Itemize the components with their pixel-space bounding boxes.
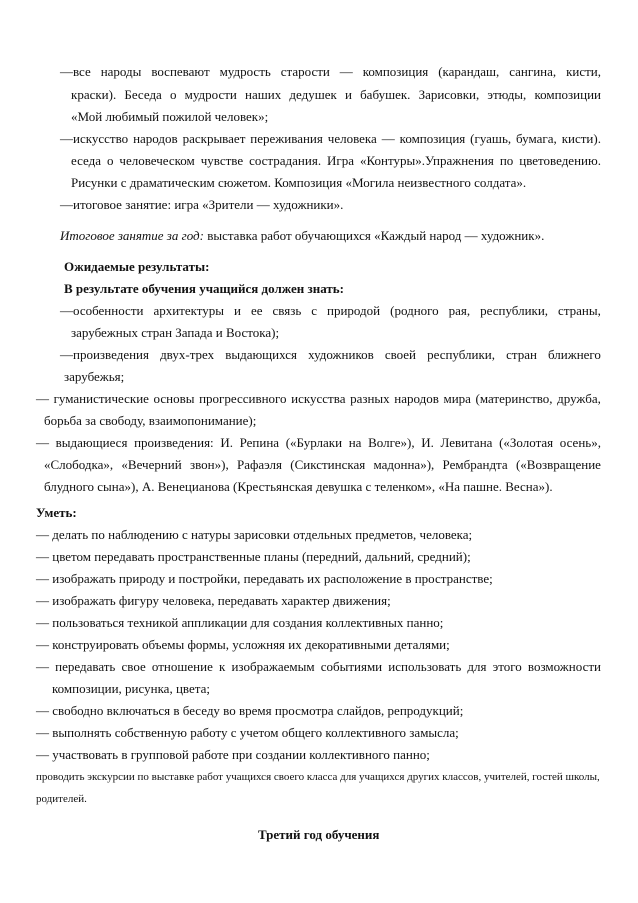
text-line: блудного сына»), А. Венецианова (Крестьянская девушка с теленком», «На пашне. Весна»). — [44, 479, 553, 494]
list-item: — делать по наблюдению с натуры зарисовки отдельных предметов, человека; — [36, 527, 473, 542]
word: и — [234, 303, 241, 318]
word: Репина — [239, 435, 280, 450]
word: народы — [100, 64, 142, 79]
word: событиями — [320, 659, 383, 674]
word: прогрессивного — [199, 391, 287, 406]
word: народов — [394, 391, 439, 406]
list-item: — пользоваться техникой аппликации для создания коллективных панно; — [36, 615, 444, 630]
word: бабушек. — [360, 87, 411, 102]
text-line: Рисунки с драматическим сюжетом. Композиция «Могила неизвестного солдата». — [71, 175, 527, 190]
word: стран — [506, 347, 537, 362]
list-item — [36, 659, 601, 675]
text-line: «Мой любимый пожилой человек»; — [71, 109, 269, 124]
summary-label: Итоговое занятие за год: — [60, 228, 204, 243]
text-line: зарубежья; — [64, 369, 125, 384]
word: сангина, — [509, 64, 557, 79]
word: «Вечерний — [121, 457, 182, 472]
word: природой — [327, 303, 381, 318]
text-line — [36, 435, 601, 451]
word: наших — [245, 87, 282, 102]
word: воспевают — [151, 64, 210, 79]
word: и — [344, 87, 352, 102]
word: этого — [492, 659, 522, 674]
text-line: борьба за свободу, взаимопонимание); — [44, 413, 257, 428]
word: ее — [250, 303, 263, 318]
word: — — [36, 659, 49, 674]
word: разных — [350, 391, 390, 406]
word: о — [169, 87, 177, 102]
word: дедушек — [289, 87, 337, 102]
section-title: Третий год обучения — [258, 827, 380, 842]
word: еседа — [71, 153, 102, 168]
word: Волге»), — [368, 435, 415, 450]
word: свое — [121, 659, 146, 674]
word: (материнство, — [475, 391, 553, 406]
word: кисти). — [561, 131, 601, 146]
word: Беседа — [124, 87, 162, 102]
text-line: композиции, рисунка, цвета; — [52, 681, 210, 696]
word: — — [36, 391, 49, 406]
word: рая, — [448, 303, 471, 318]
word: И. — [421, 435, 434, 450]
word: для — [467, 659, 487, 674]
list-item: — выполнять собственную работу с учетом общего коллективного замысла; — [36, 725, 459, 740]
text-line — [44, 457, 601, 473]
summary-text: выставка работ обучающихся «Каждый народ — художник». — [203, 228, 545, 243]
word: республики, — [480, 303, 549, 318]
list-item: — изображать природу и постройки, передавать их расположение в пространстве; — [36, 571, 493, 586]
word: отношение — [151, 659, 213, 674]
word: цветоведению. — [519, 153, 601, 168]
word: республики, — [427, 347, 496, 362]
list-item: — конструировать объемы формы, усложняя их декоративными деталями; — [36, 637, 450, 652]
word: Рафаэля — [236, 457, 282, 472]
word: (Сикстинская — [290, 457, 366, 472]
word: Рембрандта — [442, 457, 508, 472]
word: человека — [327, 131, 377, 146]
text-line — [60, 347, 601, 363]
word: передавать — [55, 659, 116, 674]
word: своей — [384, 347, 417, 362]
word: композиция — [362, 64, 429, 79]
word: Зарисовки, — [418, 87, 480, 102]
word: раскрывает — [182, 131, 246, 146]
word: «Контуры».Упражнения — [359, 153, 494, 168]
word: («Бурлаки — [285, 435, 343, 450]
word: «Слободка», — [44, 457, 114, 472]
section-heading: Ожидаемые результаты: — [64, 259, 210, 274]
text-line — [60, 131, 601, 147]
word: этюды, — [487, 87, 527, 102]
text-line — [36, 391, 601, 407]
word: основы — [153, 391, 195, 406]
word: народов — [133, 131, 178, 146]
word: кисти, — [566, 64, 601, 79]
word: мудрости — [184, 87, 237, 102]
word: искусства — [291, 391, 346, 406]
word: мудрость — [219, 64, 271, 79]
word: гуманистические — [53, 391, 149, 406]
word: произведения: — [134, 435, 214, 450]
text-line: —итоговое занятие: игра «Зрители — художники». — [60, 197, 344, 212]
word: композиция — [399, 131, 466, 146]
text-line: проводить экскурсии по выставке работ учащихся своего класса для учащихся других классов, учителей, гостей школы, — [36, 771, 600, 783]
word: — — [381, 131, 395, 146]
word: —все — [60, 64, 91, 79]
word: Левитана — [440, 435, 493, 450]
word: — — [36, 435, 49, 450]
word: (карандаш, — [438, 64, 500, 79]
word: — — [339, 64, 353, 79]
text-line: зарубежных стран Запада и Востока); — [71, 325, 280, 340]
word: переживания — [250, 131, 323, 146]
text-line — [71, 87, 601, 103]
word: страны, — [558, 303, 601, 318]
word: художников — [308, 347, 374, 362]
word: —искусство — [60, 131, 129, 146]
word: дружба, — [557, 391, 601, 406]
word: чувстве — [200, 153, 244, 168]
text-line — [71, 153, 601, 169]
text-line — [60, 303, 601, 319]
summary-line — [60, 228, 544, 244]
word: о — [106, 153, 114, 168]
word: на — [348, 435, 362, 450]
word: краски). — [71, 87, 117, 102]
word: осень», — [559, 435, 601, 450]
word: старости — [280, 64, 330, 79]
list-item: — изображать фигуру человека, передавать характер движения; — [36, 593, 391, 608]
word: выдающиеся — [55, 435, 128, 450]
word: связь — [272, 303, 302, 318]
word: («Золотая — [499, 435, 554, 450]
list-item: — участвовать в групповой работе при создании коллективного панно; — [36, 747, 430, 762]
word: (родного — [390, 303, 439, 318]
word: изображаемым — [231, 659, 315, 674]
word: сострадания. — [249, 153, 322, 168]
word: к — [218, 659, 226, 674]
word: Игра — [327, 153, 355, 168]
word: —особенности — [60, 303, 144, 318]
word: двух-трех — [160, 347, 215, 362]
word: (гуашь, — [470, 131, 512, 146]
text-line — [60, 64, 601, 80]
list-item: — свободно включаться в беседу во время просмотра слайдов, репродукций; — [36, 703, 464, 718]
skills-heading: Уметь: — [36, 505, 77, 520]
word: («Возвращение — [515, 457, 601, 472]
text-line: родителей. — [36, 793, 87, 805]
word: по — [499, 153, 514, 168]
word: композиции — [534, 87, 601, 102]
word: звон»), — [189, 457, 229, 472]
word: И. — [220, 435, 233, 450]
word: человеческом — [119, 153, 195, 168]
word: использовать — [388, 659, 462, 674]
word: мира — [443, 391, 471, 406]
word: ближнего — [547, 347, 601, 362]
list-item: — цветом передавать пространственные планы (передний, дальний, средний); — [36, 549, 471, 564]
word: с — [311, 303, 318, 318]
section-subheading: В результате обучения учащийся должен знать: — [64, 281, 344, 296]
word: —произведения — [60, 347, 149, 362]
word: архитектуры — [153, 303, 225, 318]
word: выдающихся — [225, 347, 298, 362]
word: возможности — [527, 659, 601, 674]
word: бумага, — [516, 131, 557, 146]
word: мадонна»), — [373, 457, 435, 472]
